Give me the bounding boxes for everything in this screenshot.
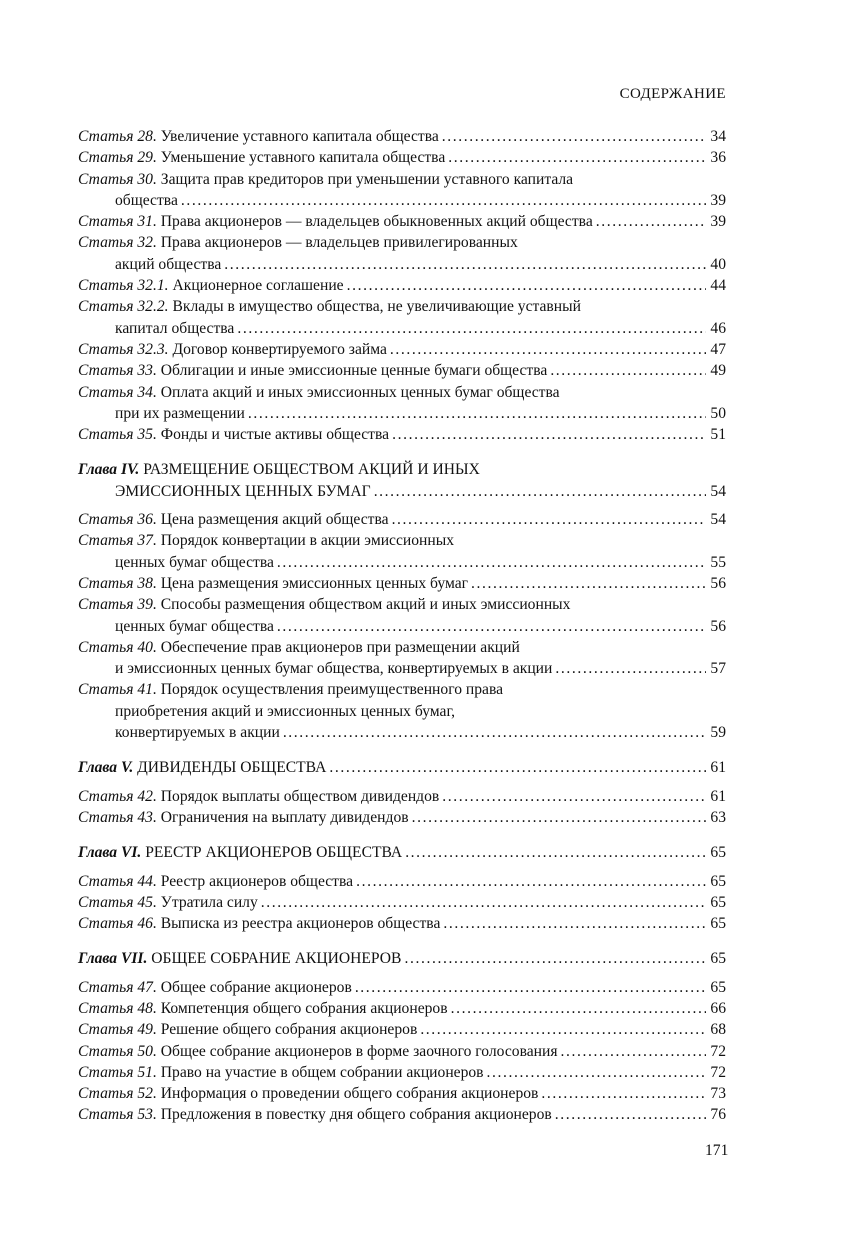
toc-page-number: 73 [710,1085,726,1103]
toc-entry-text [78,842,402,863]
toc-article-entry [78,169,726,212]
toc-title-line: ценных бумаг общества [115,617,274,635]
toc-leader-line [78,871,726,892]
article-label: Статья 32.2. [78,298,169,316]
article-label: Статья 29. [78,149,157,167]
toc-page-number: 44 [710,277,726,295]
dot-leader [277,616,706,637]
toc-leader-line [78,403,726,424]
article-label: Статья 50. [78,1042,157,1060]
toc-title-line: Права акционеров — владельцев привилегированных [160,234,518,252]
toc-title-line: РЕЕСТР АКЦИОНЕРОВ ОБЩЕСТВА [145,844,403,862]
toc-entry-text [78,1041,558,1062]
toc-leader-line [78,1083,726,1104]
toc-article-entry [78,509,726,530]
toc-entry-text [78,126,439,147]
toc-article-entry [78,637,726,680]
toc-page-number: 65 [710,893,726,911]
toc-leader-line [78,722,726,743]
toc-title-line: и эмиссионных ценных бумаг общества, конвертируемых в акции [115,660,553,678]
dot-leader [277,552,706,573]
dot-leader [261,892,706,913]
toc-title-line: Договор конвертируемого займа [172,340,387,358]
toc-leader-line [78,1062,726,1083]
toc-entry-text [78,424,389,445]
dot-leader [550,360,706,381]
toc-page-number: 61 [710,787,726,805]
dot-leader [561,1041,706,1062]
dot-leader [448,147,706,168]
dot-leader [390,339,706,360]
dot-leader [329,757,706,778]
toc-title-row [78,530,726,551]
toc-title-line: Порядок конвертации в акции эмиссионных [160,532,454,550]
toc-title-row [78,459,726,480]
toc-page-number: 51 [710,426,726,444]
toc-page-number: 65 [710,978,726,996]
toc-article-entry [78,871,726,892]
toc-title-line: Вклады в имущество общества, не увеличивающие уставный [172,298,581,316]
toc-article-entry [78,594,726,637]
toc-title-line: Реестр акционеров общества [160,872,354,890]
toc-title-line: приобретения акций и эмиссионных ценных бумаг, [115,702,456,720]
toc-article-entry [78,1104,726,1125]
article-label: Статья 42. [78,787,157,805]
article-label: Статья 33. [78,362,157,380]
dot-leader [404,948,706,969]
article-label: Статья 34. [78,383,157,401]
toc-entry-text [78,913,440,934]
toc-entry-text [115,658,552,679]
article-label: Статья 36. [78,511,157,529]
toc-article-entry [78,807,726,828]
toc-page-number: 76 [710,1106,726,1124]
toc-entry-text [78,871,353,892]
toc-article-entry [78,147,726,168]
toc-entry-text [78,1083,538,1104]
toc-title-line: Цена размещения эмиссионных ценных бумаг [160,574,469,592]
toc-title-line: Ограничения на выплату дивидендов [160,808,409,826]
toc-title-line: Способы размещения обществом акций и иных эмиссионных [160,596,571,614]
toc-article-entry [78,1041,726,1062]
dot-leader [405,842,706,863]
toc-leader-line [78,424,726,445]
toc-page-number: 40 [710,255,726,273]
dot-leader [541,1083,706,1104]
toc-title-line: Выписка из реестра акционеров общества [160,915,441,933]
toc-title-line: ДИВИДЕНДЫ ОБЩЕСТВА [137,759,327,777]
toc-article-entry [78,786,726,807]
toc-article-entry [78,424,726,445]
toc-entry-text [115,318,234,339]
toc-page-number: 72 [710,1063,726,1081]
toc-leader-line [78,190,726,211]
dot-leader [451,998,706,1019]
dot-leader [355,977,706,998]
article-label: Статья 51. [78,1063,157,1081]
toc-leader-line [78,977,726,998]
toc-article-entry [78,1062,726,1083]
toc-title-line: капитал общества [115,319,235,337]
dot-leader [487,1062,706,1083]
toc-title-line: Общее собрание акционеров в форме заочного голосования [160,1042,558,1060]
toc-article-entry [78,573,726,594]
article-label: Статья 41. [78,681,157,699]
toc-article-entry [78,382,726,425]
toc-article-entry [78,977,726,998]
toc-entry-text [78,807,409,828]
toc-leader-line [78,616,726,637]
toc-leader-line [78,1041,726,1062]
article-label: Статья 43. [78,808,157,826]
toc-entry-text [115,481,371,502]
dot-leader [442,786,706,807]
toc-article-entry [78,126,726,147]
article-label: Статья 35. [78,426,157,444]
toc-entry-text [115,190,178,211]
toc-entry-text [78,998,448,1019]
toc-page-number: 50 [710,404,726,422]
dot-leader [555,658,706,679]
toc-leader-line [78,573,726,594]
article-label: Статья 32.3. [78,340,169,358]
toc-article-entry [78,530,726,573]
dot-leader [596,211,706,232]
article-label: Статья 48. [78,999,157,1017]
toc-leader-line [78,552,726,573]
toc-leader-line [78,147,726,168]
toc-page-number: 65 [710,950,726,968]
toc-page-number: 55 [710,553,726,571]
article-label: Статья 32. [78,234,157,252]
toc-title-line: Информация о проведении общего собрания акционеров [160,1085,539,1103]
dot-leader [392,424,706,445]
toc-entry-text [78,786,439,807]
toc-title-line: Фонды и чистые активы общества [160,426,390,444]
toc-leader-line [78,892,726,913]
dot-leader [392,509,706,530]
toc-title-line: Обеспечение прав акционеров при размещении акций [160,638,520,656]
article-label: Статья 32.1. [78,277,169,295]
toc-title-line: Компетенция общего собрания акционеров [160,999,448,1017]
toc-page-number: 68 [710,1021,726,1039]
page-number: 171 [705,1142,729,1159]
toc-title-line: Предложения в повестку дня общего собрания акционеров [160,1106,552,1124]
article-label: Статья 52. [78,1085,157,1103]
toc-entry-text [115,722,280,743]
toc-leader-line [78,275,726,296]
toc-title-row [78,637,726,658]
toc-page-number: 65 [710,915,726,933]
toc-entry-text [78,573,468,594]
toc-leader-line [78,786,726,807]
toc-entry-text [78,892,258,913]
toc-title-line: Порядок осуществления преимущественного права [160,681,504,699]
toc-leader-line [78,126,726,147]
toc-title-line: Решение общего собрания акционеров [160,1021,418,1039]
toc-title-row [78,382,726,403]
toc-chapter-entry [78,757,726,778]
toc-page-number: 66 [710,999,726,1017]
toc-entry-text [78,948,401,969]
toc-entry-text [115,403,245,424]
toc-title-line: Защита прав кредиторов при уменьшении уставного капитала [160,170,574,188]
toc-page-number: 36 [710,149,726,167]
toc-title-row [78,232,726,253]
toc-title-line: Увеличение уставного капитала общества [160,128,439,145]
toc-title-line: Порядок выплаты обществом дивидендов [160,787,440,805]
toc-entry-text [78,211,593,232]
toc-title-line: Право на участие в общем собрании акционеров [160,1063,484,1081]
dot-leader [356,871,706,892]
toc-article-entry [78,211,726,232]
toc-entry-text [78,275,344,296]
dot-leader [248,403,706,424]
toc-title-line: ОБЩЕЕ СОБРАНИЕ АКЦИОНЕРОВ [151,950,402,968]
toc-leader-line [78,254,726,275]
toc-leader-line [78,658,726,679]
toc-leader-line [78,757,726,778]
toc-page-number: 61 [710,759,726,777]
toc-title-line: Общее собрание акционеров [160,978,352,996]
toc-leader-line [78,998,726,1019]
toc-title-line: общества [115,191,178,209]
toc-title-line: Права акционеров — владельцев обыкновенных акций общества [160,213,593,231]
toc-leader-line [78,509,726,530]
toc-article-entry [78,296,726,339]
article-label: Статья 37. [78,532,157,550]
toc-leader-line [78,948,726,969]
dot-leader [237,318,706,339]
toc-title-line: конвертируемых в акции [115,724,280,742]
toc-title-row [78,296,726,317]
toc-page-number: 54 [710,482,726,500]
toc-entry-text [78,757,326,778]
toc-title-line: Цена размещения акций общества [160,511,389,529]
toc-leader-line [78,842,726,863]
dot-leader [181,190,706,211]
table-of-contents [78,126,726,1126]
dot-leader [412,807,706,828]
toc-article-entry [78,1019,726,1040]
toc-entry-text [78,1062,484,1083]
toc-leader-line [78,360,726,381]
toc-title-line: акций общества [115,255,222,273]
article-label: Статья 39. [78,596,157,614]
toc-article-entry [78,998,726,1019]
toc-page-number: 34 [710,128,726,145]
toc-article-entry [78,679,726,743]
toc-page-number: 56 [710,574,726,592]
toc-leader-line [78,913,726,934]
toc-page-number: 65 [710,844,726,862]
toc-article-entry [78,232,726,275]
toc-page-number: 49 [710,362,726,380]
toc-article-entry [78,913,726,934]
toc-title-line: Утратила силу [160,893,258,911]
toc-entry-text [78,147,445,168]
article-label: Статья 45. [78,893,157,911]
toc-article-entry [78,339,726,360]
toc-page-number: 63 [710,808,726,826]
chapter-label: Глава IV. [78,461,140,479]
toc-title-row [78,594,726,615]
article-label: Статья 49. [78,1021,157,1039]
toc-leader-line [78,339,726,360]
toc-page-number: 54 [710,511,726,529]
toc-entry-text [78,339,387,360]
toc-title-row [78,701,726,722]
toc-entry-text [115,616,274,637]
chapter-label: Глава VI. [78,844,142,862]
dot-leader [347,275,706,296]
toc-article-entry [78,1083,726,1104]
toc-title-line: Оплата акций и иных эмиссионных ценных бумаг общества [160,383,560,401]
toc-title-line: РАЗМЕЩЕНИЕ ОБЩЕСТВОМ АКЦИЙ И ИНЫХ [143,461,480,479]
toc-chapter-entry [78,948,726,969]
chapter-label: Глава V. [78,759,134,777]
dot-leader [224,254,706,275]
article-label: Статья 47. [78,978,157,996]
toc-leader-line [78,1019,726,1040]
chapter-label: Глава VII. [78,950,148,968]
toc-page-number: 59 [710,724,726,742]
running-head-title: СОДЕРЖАНИЕ [619,86,726,102]
article-label: Статья 31. [78,213,157,231]
dot-leader [443,913,706,934]
toc-article-entry [78,360,726,381]
toc-entry-text [78,977,352,998]
dot-leader [442,126,706,147]
dot-leader [374,481,706,502]
dot-leader [555,1104,706,1125]
toc-article-entry [78,892,726,913]
article-label: Статья 46. [78,915,157,933]
toc-entry-text [78,360,547,381]
toc-entry-text [78,1019,417,1040]
toc-page-number: 57 [710,660,726,678]
article-label: Статья 40. [78,638,157,656]
toc-entry-text [78,1104,552,1125]
dot-leader [283,722,706,743]
toc-page-number: 72 [710,1042,726,1060]
toc-chapter-entry [78,459,726,502]
toc-chapter-entry [78,842,726,863]
dot-leader [471,573,706,594]
article-label: Статья 53. [78,1106,157,1124]
toc-entry-text [78,509,389,530]
toc-leader-line [78,481,726,502]
toc-entry-text [115,552,274,573]
dot-leader [420,1019,706,1040]
toc-title-line: ценных бумаг общества [115,553,274,571]
toc-page-number: 65 [710,872,726,890]
article-label: Статья 30. [78,170,157,188]
toc-title-line: Уменьшение уставного капитала общества [160,149,446,167]
toc-title-line: Акционерное соглашение [172,277,344,295]
toc-page-number: 39 [710,191,726,209]
toc-title-row [78,679,726,700]
article-label: Статья 38. [78,574,157,592]
toc-title-line: при их размещении [115,404,245,422]
toc-page-number: 47 [710,340,726,358]
toc-entry-text [115,254,221,275]
article-label: Статья 44. [78,872,157,890]
toc-title-row [78,169,726,190]
article-label: Статья 28. [78,128,157,145]
toc-leader-line [78,1104,726,1125]
toc-title-line: Облигации и иные эмиссионные ценные бумаги общества [160,362,548,380]
toc-page-number: 56 [710,617,726,635]
toc-page-number: 39 [710,213,726,231]
toc-article-entry [78,275,726,296]
toc-page-number: 46 [710,319,726,337]
toc-leader-line [78,318,726,339]
toc-title-line: ЭМИССИОННЫХ ЦЕННЫХ БУМАГ [115,482,371,500]
toc-leader-line [78,211,726,232]
toc-leader-line [78,807,726,828]
